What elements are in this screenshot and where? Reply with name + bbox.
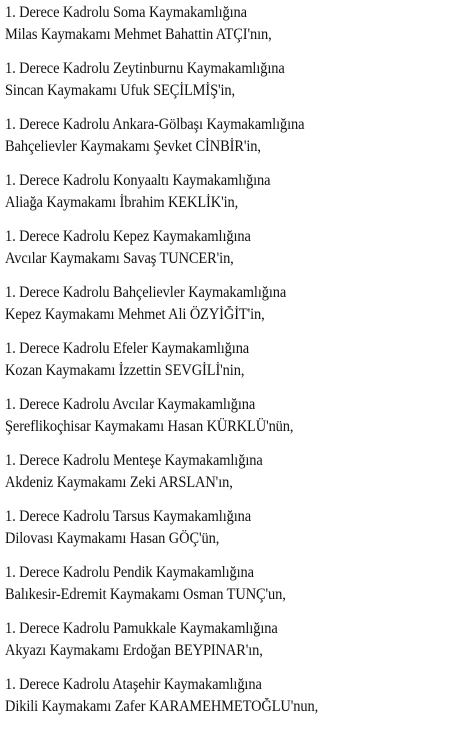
position-line: 1. Derece Kadrolu Soma Kaymakamlığına <box>5 4 247 21</box>
position-line: 1. Derece Kadrolu Pendik Kaymakamlığına <box>5 564 254 581</box>
position-line: 1. Derece Kadrolu Menteşe Kaymakamlığına <box>5 452 263 469</box>
position-line: 1. Derece Kadrolu Avcılar Kaymakamlığına <box>5 396 256 413</box>
appointment-entry <box>5 450 460 506</box>
position-line: 1. Derece Kadrolu Ankara-Gölbaşı Kaymakamlığına <box>5 116 305 133</box>
position-line: 1. Derece Kadrolu Tarsus Kaymakamlığına <box>5 508 252 525</box>
position-line: 1. Derece Kadrolu Efeler Kaymakamlığına <box>5 340 250 357</box>
appointment-entry <box>5 282 460 338</box>
appointee-line: Akdeniz Kaymakamı Zeki ARSLAN'ın, <box>5 474 233 491</box>
appointment-entry <box>5 226 460 282</box>
appointment-entry <box>5 618 460 674</box>
appointment-entry <box>5 2 460 58</box>
appointment-list <box>5 2 460 730</box>
position-line: 1. Derece Kadrolu Bahçelievler Kaymakamlığına <box>5 284 287 301</box>
appointee-line: Balıkesir-Edremit Kaymakamı Osman TUNÇ'un, <box>5 586 286 603</box>
position-line: 1. Derece Kadrolu Zeytinburnu Kaymakamlığına <box>5 60 285 77</box>
appointee-line: Kepez Kaymakamı Mehmet Ali ÖZYİĞİT'in, <box>5 306 265 323</box>
appointee-line: Kozan Kaymakamı İzzettin SEVGİLİ'nin, <box>5 362 245 379</box>
appointee-line: Akyazı Kaymakamı Erdoğan BEYPINAR'ın, <box>5 642 263 659</box>
appointment-entry <box>5 506 460 562</box>
appointment-entry <box>5 562 460 618</box>
appointee-line: Aliağa Kaymakamı İbrahim KEKLİK'in, <box>5 194 239 211</box>
appointment-entry <box>5 674 460 730</box>
appointment-entry <box>5 170 460 226</box>
appointee-line: Dikili Kaymakamı Zafer KARAMEHMETOĞLU'nun, <box>5 698 319 715</box>
appointment-entry <box>5 338 460 394</box>
appointee-line: Dilovası Kaymakamı Hasan GÖÇ'ün, <box>5 530 220 547</box>
appointment-entry <box>5 114 460 170</box>
position-line: 1. Derece Kadrolu Konyaaltı Kaymakamlığına <box>5 172 271 189</box>
appointment-entry <box>5 58 460 114</box>
appointee-line: Sincan Kaymakamı Ufuk SEÇİLMİŞ'in, <box>5 82 236 99</box>
appointee-line: Bahçelievler Kaymakamı Şevket CİNBİR'in, <box>5 138 261 155</box>
appointment-entry <box>5 394 460 450</box>
appointee-line: Şereflikoçhisar Kaymakamı Hasan KÜRKLÜ'nün, <box>5 418 294 435</box>
position-line: 1. Derece Kadrolu Pamukkale Kaymakamlığına <box>5 620 278 637</box>
appointee-line: Avcılar Kaymakamı Savaş TUNCER'in, <box>5 250 234 267</box>
position-line: 1. Derece Kadrolu Ataşehir Kaymakamlığına <box>5 676 262 693</box>
appointee-line: Milas Kaymakamı Mehmet Bahattin ATÇI'nın, <box>5 26 272 43</box>
position-line: 1. Derece Kadrolu Kepez Kaymakamlığına <box>5 228 251 245</box>
